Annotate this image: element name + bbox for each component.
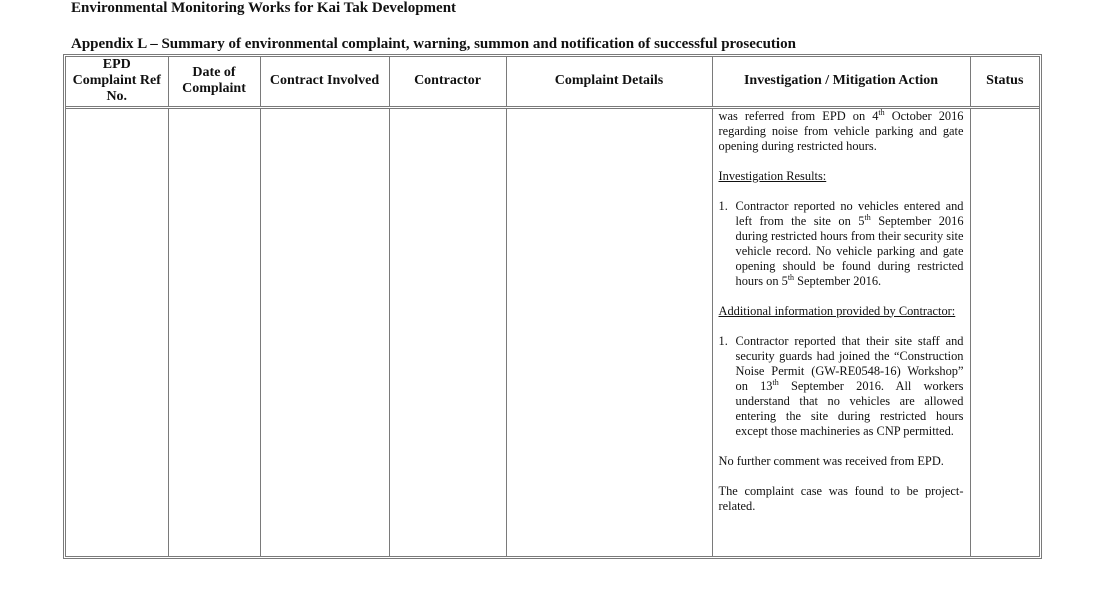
cell-investigation — [712, 107, 970, 556]
conclusion-text: The complaint case was found to be project-related. — [718, 483, 964, 513]
header-contract: Contract Involved — [260, 57, 389, 107]
investigation-intro: was referred from EPD on 4th October 2016 regarding noise from vehicle parking and gate opening during restricted hours. — [718, 107, 964, 153]
document-title: Environmental Monitoring Works for Kai Tak Development — [71, 0, 457, 16]
cell-contractor — [389, 107, 506, 556]
cell-details — [506, 107, 712, 556]
no-further-comment: No further comment was received from EPD. — [718, 453, 944, 468]
appendix-title: Appendix L – Summary of environmental complaint, warning, summon and notification of successful prosecution — [71, 36, 796, 52]
header-contractor: Contractor — [389, 57, 506, 107]
complaint-summary-table — [63, 54, 1042, 559]
list-item: 1. Contractor reported that their site staff and security guards had joined the “Construction Noise Permit (GW-RE0548-16) Workshop” on 13th September 2016. All workers understand that no vehicles are allowed entering the site during restricted hours except those machineries as CNP permitted. — [718, 333, 964, 438]
list-item: 1. Contractor reported no vehicles entered and left from the site on 5th September 2016 during restricted hours from their security site vehicle record. No vehicle parking and gate opening should be found during restricted hours on 5th September 2016. — [718, 198, 964, 288]
header-details: Complaint Details — [506, 57, 712, 107]
investigation-results-heading: Investigation Results: — [718, 168, 827, 183]
cell-ref-no — [66, 107, 168, 556]
cell-contract — [260, 107, 389, 556]
table-header-row — [66, 57, 1039, 107]
cell-status — [970, 107, 1039, 556]
header-ref-no: EPD Complaint Ref No. — [66, 57, 168, 107]
additional-info-heading: Additional information provided by Contractor: — [718, 303, 956, 318]
cell-date — [168, 107, 260, 556]
header-status: Status — [970, 57, 1039, 107]
header-date: Date of Complaint — [168, 57, 260, 107]
header-investigation: Investigation / Mitigation Action — [712, 57, 970, 107]
table-row — [66, 107, 1039, 556]
